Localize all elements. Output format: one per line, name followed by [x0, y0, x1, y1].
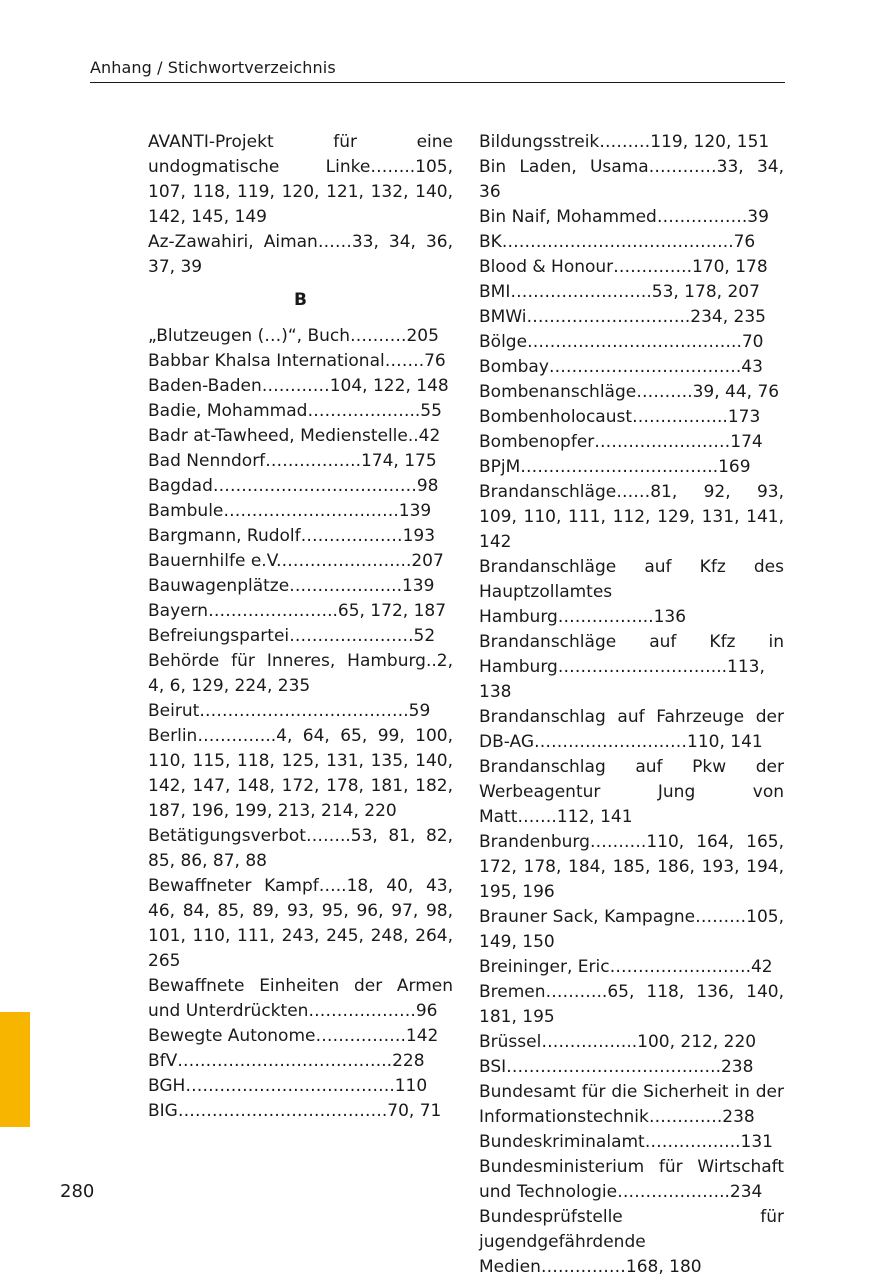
- index-entry: Bildungsstreik………119, 120, 151: [479, 132, 770, 152]
- index-entry: Beirut……………………………….59: [148, 701, 431, 721]
- index-entry: BSI………………………………..238: [479, 1057, 754, 1077]
- chapter-marker-tab: [0, 1012, 30, 1127]
- index-entry: Bewaffnete Einheiten der Armen und Unterdrückten……………….96: [148, 976, 453, 1021]
- index-entry: BfV………………………………..228: [148, 1051, 425, 1071]
- index-entry: Az-Zawahiri, Aiman……33, 34, 36, 37, 39: [148, 232, 453, 277]
- index-entry: Bombenopfer……………………174: [479, 432, 763, 452]
- index-entry: Brandanschläge auf Kfz in Hamburg………………………...113, 138: [479, 632, 784, 702]
- index-entry: Brandanschläge……81, 92, 93, 109, 110, 111, 112, 129, 131, 141, 142: [479, 482, 784, 552]
- section-letter-b: B: [294, 290, 307, 310]
- index-entry: Bundesprüfstelle für jugendgefährdende Medien……………168, 180: [479, 1207, 784, 1277]
- index-group-a: [148, 130, 453, 280]
- index-entry: Blood & Honour…………..170, 178: [479, 257, 768, 277]
- index-entry: Befreiungspartei………………….52: [148, 626, 436, 646]
- index-entry: Behörde für Inneres, Hamburg..2, 4, 6, 129, 224, 235: [148, 651, 453, 696]
- page-number: 280: [60, 1181, 95, 1202]
- index-entry: Bin Laden, Usama…………33, 34, 36: [479, 157, 784, 202]
- index-entry: Brandanschlag auf Fahrzeuge der DB-AG………………………110, 141: [479, 707, 784, 752]
- index-entry: Brauner Sack, Kampagne………105, 149, 150: [479, 907, 784, 952]
- index-entry: Bombenanschläge……….39, 44, 76: [479, 382, 780, 402]
- index-entry: Bambule………………………….139: [148, 501, 432, 521]
- index-entry: Bagdad………………………………98: [148, 476, 439, 496]
- index-entry: BPjM……………………………..169: [479, 457, 751, 477]
- index-entry: Betätigungsverbot……..53, 81, 82, 85, 86, 87, 88: [148, 826, 453, 871]
- index-entry: BIG……………………………….70, 71: [148, 1101, 442, 1121]
- index-group-b: [148, 324, 453, 1124]
- index-entry: Breininger, Eric…………………….42: [479, 957, 773, 977]
- index-entry: BMI…………………….53, 178, 207: [479, 282, 760, 302]
- index-entry: BMWi………………………..234, 235: [479, 307, 766, 327]
- index-entry: Brandanschläge auf Kfz des Hauptzollamtes Hamburg……………..136: [479, 557, 784, 627]
- index-group-b-continued: [479, 130, 784, 1280]
- index-entry: AVANTI-Projekt für eine undogmatische Linke……..105, 107, 118, 119, 120, 121, 132, 140, 142, 145, 149: [148, 132, 453, 227]
- index-entry: BGH……………………………….110: [148, 1076, 428, 1096]
- index-entry: Bundeskriminalamt……………..131: [479, 1132, 773, 1152]
- index-entry: Bundesamt für die Sicherheit in der Informationstechnik………….238: [479, 1082, 784, 1127]
- index-entry: Bayern…………………..65, 172, 187: [148, 601, 447, 621]
- index-entry: Badie, Mohammad………………..55: [148, 401, 442, 421]
- index-entry: Bewaffneter Kampf…..18, 40, 43, 46, 84, 85, 89, 93, 95, 96, 97, 98, 101, 110, 111, 243, 245, 248, 264, 265: [148, 876, 453, 971]
- index-entry: Bundesministerium für Wirtschaft und Technologie………………..234: [479, 1157, 784, 1202]
- index-entry: Brandenburg……….110, 164, 165, 172, 178, 184, 185, 186, 193, 194, 195, 196: [479, 832, 784, 902]
- index-entry: Brüssel……………..100, 212, 220: [479, 1032, 757, 1052]
- index-entry: Bad Nenndorf……………..174, 175: [148, 451, 437, 471]
- running-header: Anhang / Stichwortverzeichnis: [90, 58, 336, 77]
- index-entry: Bargmann, Rudolf………………193: [148, 526, 436, 546]
- index-entry: Babbar Khalsa International…….76: [148, 351, 446, 371]
- index-entry: Bauernhilfe e.V.…………………..207: [148, 551, 444, 571]
- index-entry: Bauwagenplätze………………..139: [148, 576, 435, 596]
- index-entry: Baden-Baden…………104, 122, 148: [148, 376, 449, 396]
- index-column-left: [148, 130, 453, 1124]
- index-entry: BK…………………………………..76: [479, 232, 756, 252]
- index-entry: Bölge………………………………..70: [479, 332, 764, 352]
- header-rule: [90, 82, 785, 83]
- index-entry: Berlin…………..4, 64, 65, 99, 100, 110, 115, 118, 125, 131, 135, 140, 142, 147, 148, 172, 178, 181, 182, 187, 196, 199, 213, 214, 220: [148, 726, 453, 821]
- index-entry: Badr at-Tawheed, Medienstelle..42: [148, 426, 441, 446]
- index-entry: Bombenholocaust……………..173: [479, 407, 761, 427]
- index-entry: „Blutzeugen (…)“, Buch……….205: [148, 326, 439, 346]
- index-entry: Brandanschlag auf Pkw der Werbeagentur Jung von Matt…….112, 141: [479, 757, 784, 827]
- index-column-right: [479, 130, 784, 1280]
- index-entry: Bombay…………………………….43: [479, 357, 763, 377]
- index-entry: Bremen………..65, 118, 136, 140, 181, 195: [479, 982, 784, 1027]
- index-entry: Bin Naif, Mohammed…………….39: [479, 207, 769, 227]
- index-entry: Bewegte Autonome…………….142: [148, 1026, 439, 1046]
